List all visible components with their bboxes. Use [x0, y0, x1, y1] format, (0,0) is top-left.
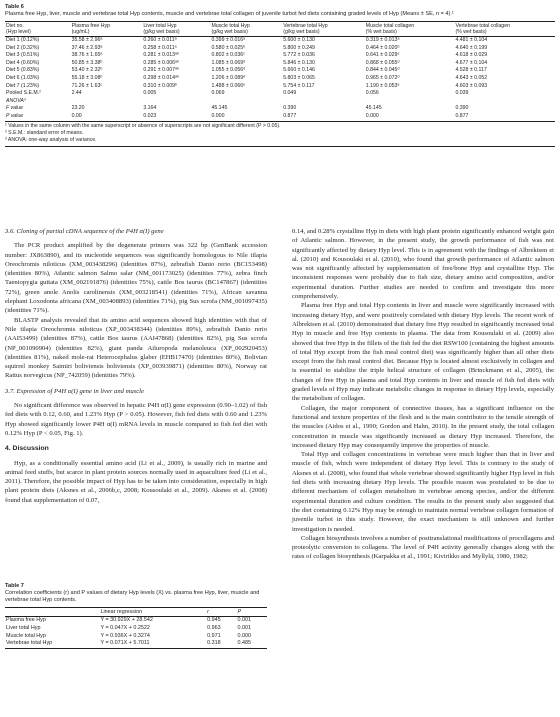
table-6-header-line: Muscle total collagen	[365, 23, 415, 29]
discussion-paragraph-2: 0.14, and 0.28% crystalline Hyp in diets with high plant protein significantly enhanced weight gain of Atlantic salmon. However, in the present study, the growth performance of fish was not significantly affected by dietary Hyp level. This is in agreement with the findings of Albrektsen et al. (2010) and Kousoulaki et al. (2010), who found that growth performance of Atlantic salmon was not significantly affected by supplementation of free/bone Hyp and crystalline Hyp. The inconsistent responses were probably due to fish size, dietary amino acid composition, and/or experimental duration. Further studies are needed to confirm and investigate this more comprehensively.	[292, 228, 554, 301]
table-cell: 0.039	[455, 90, 469, 97]
table-7-header-cell: r	[206, 608, 236, 617]
table-6-header-line: (% wet basis)	[365, 29, 397, 35]
table-6-header-cell	[5, 22, 71, 37]
table-7-header-cell	[5, 608, 99, 617]
table-cell: 0.485	[237, 640, 267, 648]
table-cell: 2.44	[71, 90, 82, 97]
table-6-header-cell	[71, 22, 143, 37]
table-cell: ANOVA³	[6, 97, 26, 104]
table-6-header-line: Vertebrae total collagen	[455, 23, 510, 29]
table-7-title: Table 7	[5, 583, 24, 589]
table-cell: Diet 4 (0.60%)	[6, 59, 40, 66]
table-cell	[454, 98, 555, 106]
table-cell: 5.600 ± 0.130	[283, 37, 315, 43]
table-cell: 0.390	[455, 105, 469, 112]
table-7	[5, 583, 267, 649]
table-cell: Y = 0.071X + 5.7011	[99, 640, 206, 648]
table-6-title: Table 6	[5, 4, 24, 10]
table-6-header-line: (% wet basis)	[455, 29, 487, 35]
discussion-paragraph-6: Collagen biosynthesis involves a number of posttranslational modifications of procollagens and proteolytic conversion to collagens. The level of P4H activity generally changes along with the rates of collagen biosynthesis (Karpakka et al., 1991; Kivirikko and Myllylä, 1980, 1982;	[292, 534, 554, 561]
table-cell: 0.069	[211, 90, 225, 97]
table-cell: 38.76 ± 1.65ᵃ	[71, 52, 103, 59]
table-6-header-line: Liver total Hyp	[143, 23, 177, 29]
table-6-footnote: ¹ Values in the same column with the same superscript or absence of superscripts are not significant different (P > 0.05).	[5, 122, 281, 129]
table-cell: 0.319 ± 0.013ᵃ	[365, 37, 400, 43]
table-cell	[71, 98, 143, 106]
table-cell: 55.18 ± 3.08ᵇ	[71, 74, 103, 81]
table-6-header-cell	[282, 22, 365, 37]
table-cell: Plasma free Hyp	[6, 617, 46, 623]
table-cell: 0.965 ± 0.072ᵈ	[365, 74, 400, 81]
table-cell	[210, 98, 282, 106]
table-6-header-line: (g/kg wet basis)	[143, 29, 180, 35]
table-cell: 35.58 ± 2.96ᵃ	[71, 37, 103, 43]
section-4-heading: 4. Discussion	[5, 445, 49, 453]
table-6-header-line: (g/kg wet basis)	[211, 29, 248, 35]
table-cell: 0.877	[454, 113, 555, 121]
table-cell: 1.206 ± 0.089ᵈ	[211, 74, 246, 81]
table-cell: 0.580 ± 0.025ᵇ	[211, 44, 246, 51]
table-cell: 0.005	[143, 90, 157, 97]
table-cell: 4.677 ± 0.104	[455, 59, 488, 66]
table-cell: 5.754 ± 0.117	[283, 82, 315, 89]
table-cell: 0.298 ± 0.014ᵃᵇ	[143, 74, 179, 81]
table-cell: 0.291 ± 0.007ᵃᵇ	[143, 67, 179, 74]
table-cell: 1.055 ± 0.056ᵈ	[211, 67, 246, 74]
table-cell: 0.00	[71, 113, 143, 121]
table-6-grid	[5, 21, 555, 122]
table-cell: Y = 0.936X + 0.3274	[100, 632, 150, 639]
section-3-7-paragraph: No significant difference was observed in hepatic P4H α(I) gene expression (0.90–1.02) of fish fed diets with 0.12, 0.60, and 1.23% Hyp (P > 0.05). However, fish fed diets with 0.60 and 1.23% Hyp showed significantly lower P4H α(I) mRNA levels in muscle compared to fish fed diet with 0.12% Hyp (P < 0.05, Fig. 1).	[5, 402, 267, 437]
table-row	[5, 633, 267, 641]
table-cell: 0.258 ± 0.011ᵃ	[143, 44, 177, 51]
table-cell: Y = 0.047X + 0.2522	[100, 624, 150, 631]
table-cell	[282, 98, 365, 106]
table-6-caption: Plasma free Hyp, liver, muscle and vertebrae total Hyp contents, muscle and vertebrae total collagen of juvenile turbot fed diets containing graded levels of Hyp (Means ± SE, n = 4).¹	[5, 11, 454, 17]
table-cell: 45.145	[211, 105, 228, 112]
table-cell: 0.000	[237, 632, 252, 639]
table-6-header-cell	[365, 22, 455, 37]
table-cell: 0.868 ± 0.055ᵈ	[365, 59, 400, 66]
table-cell: Diet 3 (0.51%)	[6, 52, 40, 59]
table-cell: 0.390	[283, 105, 297, 112]
table-row	[5, 113, 555, 121]
table-6	[5, 4, 555, 147]
table-row	[5, 625, 267, 633]
left-column	[5, 227, 267, 505]
table-cell	[365, 98, 455, 106]
table-cell: 37.46 ± 2.93ᵃ	[71, 44, 103, 51]
table-cell: 0.464 ± 0.020ᵇ	[365, 44, 400, 51]
table-6-header-line: Plasma free Hyp	[71, 23, 110, 29]
table-6-header-line: (Hyp level)	[6, 29, 31, 35]
table-cell: 3.164	[143, 105, 157, 112]
table-cell: 0.000	[365, 113, 455, 121]
table-cell: 5.846 ± 0.130	[283, 59, 315, 66]
table-6-header-line: (g/kg wet basis)	[283, 29, 320, 35]
table-row	[5, 52, 555, 60]
section-3-7-heading: 3.7. Expression of P4H α(I) gene in liver and muscle	[5, 387, 144, 395]
table-cell: 0.318	[206, 640, 236, 648]
table-cell: 5.772 ± 0.036	[283, 52, 315, 59]
table-6-header-line: Muscle total Hyp	[211, 23, 250, 29]
table-cell: 53.40 ± 2.32ᵇ	[71, 67, 103, 74]
table-cell	[142, 98, 210, 106]
table-cell: 0.001	[237, 624, 252, 631]
table-row	[5, 90, 555, 98]
table-cell: 0.285 ± 0.006ᵃᵇ	[143, 59, 179, 66]
table-cell: 0.945	[207, 617, 221, 623]
table-cell: 4.618 ± 0.029	[455, 52, 488, 59]
discussion-paragraph-4: Collagen, the major component of connective tissues, has a significant influence on the functional and texture properties of the flesh and is the main contributor to the tensile strength of the muscles (Aidos et al., 1990; Gordon and Hahn, 2010). In the present study, the total collagen concentration in muscle was significantly increased as dietary Hyp increased. Therefore, the increased dietary Hyp may consequently improve the properties of muscle.	[292, 404, 554, 449]
table-6-header-line: Vertebrae total Hyp	[283, 23, 328, 29]
table-cell: Muscle total Hyp	[6, 632, 46, 639]
table-cell: Diet 1 (0.12%)	[6, 37, 40, 43]
table-cell: 1.085 ± 0.069ᵈ	[211, 59, 246, 66]
table-cell: 50.85 ± 3.38ᵇ	[71, 59, 103, 66]
table-cell: 1.488 ± 0.066ᵉ	[211, 82, 246, 89]
table-cell: Diet 5 (0.83%)	[6, 67, 40, 74]
table-row	[5, 640, 267, 648]
table-6-header-line: Diet no.	[6, 23, 24, 29]
section-3-6-paragraph-2: BLASTP analysis revealed that its amino acid sequences showed high identities with that of Nile tilapia Oreochromis niloticus (XP_003438344) (identities 89%), zebrafish Danio rerio (AAI53499) (identities 87%), cattle Bos taurus (AAI47868) (identities 82%), pig Sus scrofa (NP_001090904) (identities 82%), giant panda Ailuropoda melanoleuca (XP_002920453) (identities 81%), naked mole-rat Heterocephalus glaber (EHB17470) (identities 80%), Bolivian squirrel monkey Saimiri boliviensis boliviensis (XP_003939871) (identities 80%), Norway rat Rattus norvegicus (NP_742059) (identities 79%).	[5, 316, 267, 380]
table-6-header-cell	[142, 22, 210, 37]
right-column	[292, 227, 554, 562]
table-cell: 0.802 ± 0.036ᶜ	[211, 52, 245, 59]
table-cell: 45.145	[365, 105, 382, 112]
table-cell: 5.800 ± 0.249	[283, 44, 315, 51]
table-cell: 0.877	[282, 113, 365, 121]
discussion-paragraph-5: Total Hyp and collagen concentrations in vertebrae were much higher than that in liver and muscle of fish, which were independent of dietary Hyp level. This is contrary to the study of Aksnes et al. (2008), who found that whole vertebrae showed significantly higher Hyp level in fish fed diets with increasing dietary Hyp levels. The possible reason was postulated to be due to different mechanism of collagen metabolism in vertebrae among species, and/or the different experimental duration and culture condition. The results in the present study also suggested that the diet containing 0.12% Hyp may be enough to maintain normal vertebrae collagen formation of juvenile turbot in this study. However, the exact mechanism is still unknown and further investigation is needed.	[292, 451, 554, 533]
table-cell: 4.481 ± 0.104	[455, 37, 488, 43]
table-cell: 0.001	[237, 617, 252, 623]
table-cell: Vertebrae total Hyp	[5, 640, 99, 648]
table-cell: P value	[5, 113, 71, 121]
discussion-paragraph-1: Hyp, as a conditionally essential amino acid (Li et al., 2009), is usually rich in marine and animal feed stuffs, but scarce in plant protein sources normally used in aquaculture feed (Li et al., 2011). Therefore, the possible impact of Hyp has to be taken into consideration, especially in high plant protein diets (Aksnes et al., 2006b,c, 2008; Kousoulaki et al., 2009). Aksnes et al. (2008) found that supplementation of 0.07,	[5, 459, 267, 504]
table-cell: 4.640 ± 0.199	[455, 44, 488, 51]
table-cell: 1.190 ± 0.053ᵉ	[365, 82, 400, 89]
table-cell: Pooled S.E.M.²	[6, 90, 41, 97]
table-cell: F value	[6, 105, 23, 112]
table-cell: 0.000	[210, 113, 282, 121]
table-cell: 0.641 ± 0.029ᶜ	[365, 52, 400, 59]
table-row	[5, 98, 555, 106]
table-cell: Y = 30.929X + 28.542	[100, 617, 153, 623]
table-6-header-line: (ug/mL)	[71, 29, 90, 35]
table-row	[5, 617, 267, 625]
table-7-header-cell: P	[237, 608, 267, 617]
table-6-header-cell	[454, 22, 555, 37]
table-6-footnote: ² S.E.M.: standard error of means.	[5, 129, 84, 136]
table-cell: 0.844 ± 0.045ᵈ	[365, 67, 400, 74]
table-cell: 5.660 ± 0.146	[283, 67, 315, 74]
table-cell: 23.20	[71, 105, 85, 112]
table-row	[5, 45, 555, 53]
table-6-footnote: ³ ANOVA: one-way analysis of variance.	[5, 136, 97, 143]
table-cell: Diet 2 (0.32%)	[6, 44, 40, 51]
table-cell: 4.643 ± 0.052	[455, 74, 488, 81]
table-cell: Diet 6 (1.03%)	[6, 74, 40, 81]
table-cell: 71.26 ± 1.63ᶜ	[71, 82, 103, 89]
section-3-6-heading: 3.6. Cloning of partial cDNA sequence of the P4H α(I) gene	[5, 228, 164, 235]
table-cell: 0.023	[142, 113, 210, 121]
table-cell: 0.056	[365, 90, 379, 97]
table-cell: 0.049	[283, 90, 297, 97]
table-7-caption: Correlation coefficients (r) and P values of dietary Hyp levels (X) vs. plasma free Hyp, liver, muscle and vertebrae total Hyp contents.	[5, 590, 260, 603]
table-cell: 0.260 ± 0.011ᵃ	[143, 37, 177, 43]
table-7-header-cell: Linear regression	[99, 608, 206, 617]
discussion-paragraph-3: Plasma free Hyp and total Hyp contents in liver and muscle were significantly increased with increasing dietary Hyp, and were positively correlated with dietary Hyp levels. The recent work of Albrektsen et al. (2010) demonstrated that dietary free Hyp resulted in significantly increased total Hyp in muscle and free Hyp contents in plasma. The data from Kousoulaki et al. (2009) also showed that free Hyp in the fillets of the fish fed the diet RSW100 (containing the highest amounts of total Hyp except from the fish meal control diet) was significantly higher than all other diets except from the fish meal control diet. Because Hyp is located almost exclusively in collagen and is essential to stabilize the triple helical structure of collagen (Brinckmann et al., 2005), the changes of free Hyp in plasma and total Hyp contents in liver and muscle of fish fed diets with graded levels of Hyp may indicate metabolic changes in response to dietary Hyp levels, especially the metabolism of collagen.	[292, 302, 554, 403]
table-row	[5, 37, 555, 45]
table-cell: Liver total Hyp	[6, 624, 41, 631]
section-3-6-paragraph-1: The PCR product amplified by the degenerate primers was 322 bp (GenBank accession number: JX863890), and its nucleotide sequences was significantly homologous to Nile tilapia Oreochromis niloticus (XM_003438296) (identities 87%), zebrafish Danio rerio (BC153498) (identities 80%), Atlantic salmon Salmo salar (NM_001173025) (identities 77%), zebra finch Taeniopygia guttata (XM_002191876) (identities 75%), cattle Bos taurus (BC147867) (identities 72%), green anole Anolis carolinensis (XM_003218541) (identities 71%), African savanna elephant Loxodonta africana (XM_003408893) (identities 71%), pig Sus scrofa (NM_001097435) (identities 71%).	[5, 242, 267, 315]
table-cell: 0.971	[207, 632, 221, 639]
table-row	[5, 83, 555, 91]
table-row	[5, 75, 555, 83]
table-6-footnotes	[5, 123, 555, 147]
table-cell: 4.528 ± 0.117	[455, 67, 487, 74]
table-cell: 4.603 ± 0.093	[455, 82, 488, 89]
table-cell: 5.803 ± 0.065	[283, 74, 315, 81]
table-cell: 0.281 ± 0.013ᵃᵇ	[143, 52, 179, 59]
table-cell: Diet 7 (1.23%)	[6, 82, 40, 89]
table-row	[5, 60, 555, 68]
table-row	[5, 67, 555, 75]
table-row	[5, 105, 555, 113]
table-cell: 0.963	[207, 624, 221, 631]
table-cell: 0.399 ± 0.016ᵃ	[211, 37, 246, 43]
table-7-grid	[5, 607, 267, 649]
table-6-header-cell	[210, 22, 282, 37]
table-cell: 0.310 ± 0.009ᵇ	[143, 82, 177, 89]
